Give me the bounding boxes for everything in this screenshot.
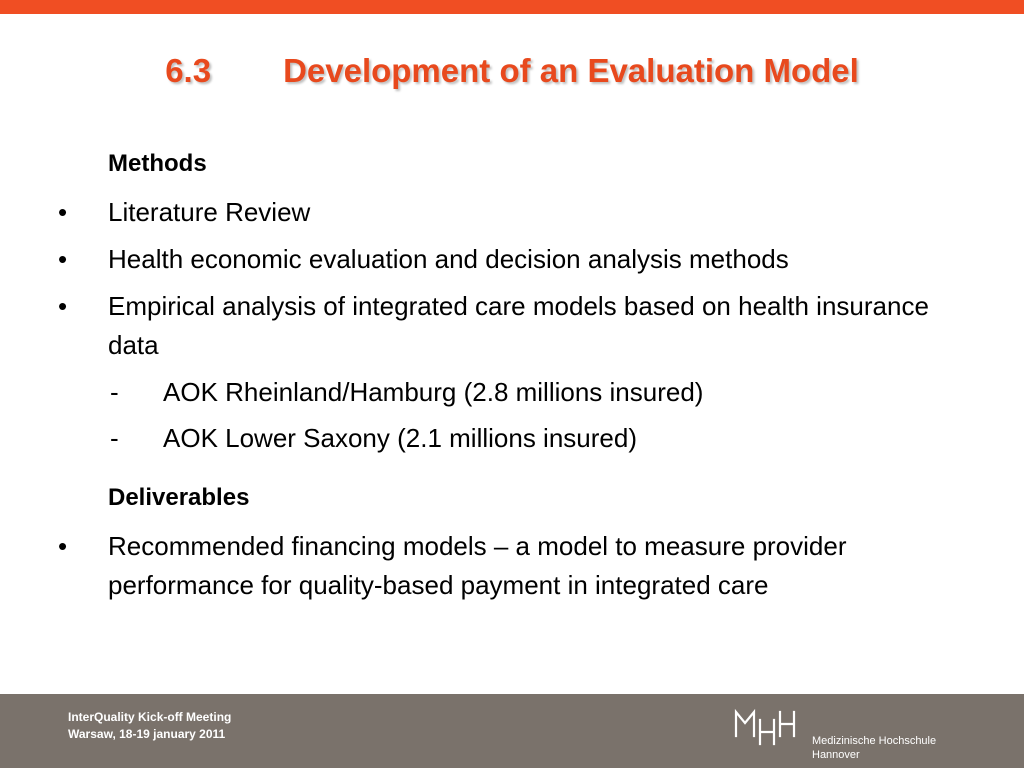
bullet-text: Empirical analysis of integrated care models based on health insurance data [108,291,929,360]
top-accent-bar [0,0,1024,14]
bullet-marker: • [58,197,68,227]
methods-heading: Methods [108,150,207,177]
section-title: Development of an Evaluation Model [283,52,859,89]
bullet-text: Literature Review [108,197,311,227]
sub-item-text: AOK Rheinland/Hamburg (2.8 millions insured) [163,377,704,407]
slide-title [0,52,1024,90]
footer-date-location: Warsaw, 18-19 january 2011 [68,727,226,741]
bullet-marker: • [58,244,68,274]
mhh-logo-icon [734,708,804,748]
bullet-text: Health economic evaluation and decision analysis methods [108,244,789,274]
institution-name: Medizinische Hochschule [812,735,937,747]
deliverables-heading: Deliverables [108,484,250,511]
bullet-marker: • [58,531,68,561]
bullet-text: Recommended financing models – a model to measure provider performance for quality-based payment in integrated care [108,531,847,600]
dash-marker: - [110,423,119,453]
footer-event: InterQuality Kick-off Meeting [68,710,232,724]
institution-city: Hannover [812,749,860,761]
sub-item-text: AOK Lower Saxony (2.1 millions insured) [163,423,637,453]
bullet-marker: • [58,291,68,321]
dash-marker: - [110,377,119,407]
section-number: 6.3 [165,52,212,89]
